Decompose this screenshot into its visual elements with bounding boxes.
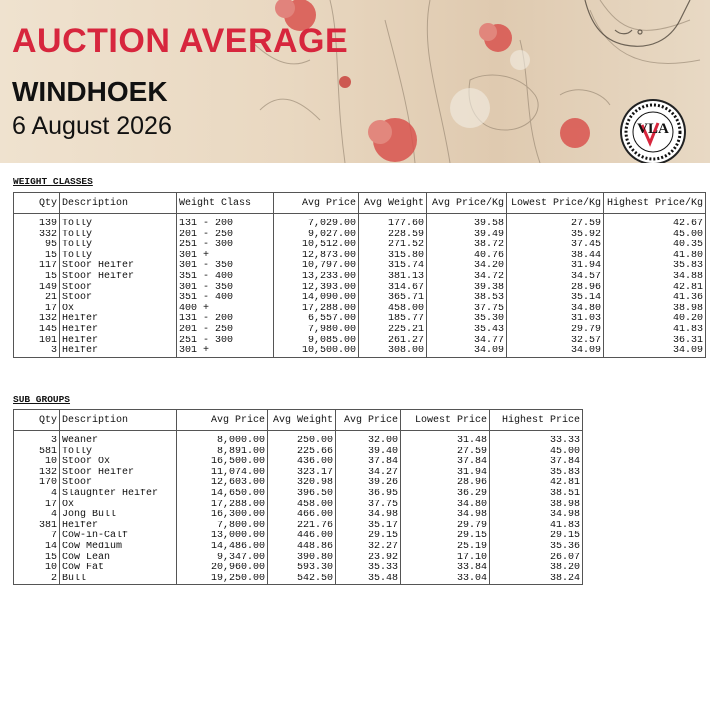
table-row (14, 510, 583, 521)
cell-weight-class: 201 - 250 (177, 230, 274, 241)
cell-avg-weight: 542.50 (268, 574, 336, 585)
cell-avg-weight: 436.00 (268, 457, 336, 468)
cell-avg-price-kg: 40.76 (427, 251, 507, 262)
cell-avg-weight: 323.17 (268, 468, 336, 479)
header-banner (0, 0, 710, 163)
cell-qty: 4 (14, 489, 60, 500)
cell-avg-price-2: 37.84 (336, 457, 401, 468)
col-header-avg-price-kg: Avg Price/Kg (427, 193, 507, 214)
sub-groups-header-row (14, 410, 583, 431)
table-row (14, 251, 706, 262)
cell-avg-price: 13,000.00 (177, 531, 268, 542)
cell-qty: 170 (14, 478, 60, 489)
cell-avg-weight: 593.30 (268, 563, 336, 574)
cell-highest-price-kg: 38.98 (604, 304, 706, 315)
cell-lowest-price-kg: 38.44 (507, 251, 604, 262)
cell-highest-price-kg: 41.36 (604, 293, 706, 304)
cell-description: Slaughter Heifer (60, 489, 177, 500)
cell-avg-price-2: 32.27 (336, 542, 401, 553)
sub-groups-body (14, 431, 583, 585)
cell-avg-weight: 365.71 (359, 293, 427, 304)
cell-avg-price: 17,288.00 (177, 500, 268, 511)
cell-qty: 132 (14, 468, 60, 479)
cell-description: Stoor Heifer (60, 468, 177, 479)
cell-qty: 381 (14, 521, 60, 532)
cell-description: Ox (60, 304, 177, 315)
city-heading: WINDHOEK (12, 76, 168, 107)
cell-qty: 117 (14, 261, 60, 272)
cell-qty: 3 (14, 436, 60, 447)
cell-avg-weight: 250.00 (268, 436, 336, 447)
table-row (14, 219, 706, 230)
cell-avg-price-kg: 34.72 (427, 272, 507, 283)
table-row (14, 553, 583, 564)
weight-classes-table (13, 192, 706, 358)
table-row (14, 542, 583, 553)
cell-avg-price-kg: 34.09 (427, 346, 507, 357)
cell-avg-weight: 458.00 (268, 500, 336, 511)
cell-description: Cow-in-Calf (60, 531, 177, 542)
table-row (14, 283, 706, 294)
table-row (14, 336, 706, 347)
cell-qty: 10 (14, 457, 60, 468)
cell-description: Heifer (60, 521, 177, 532)
table-row (14, 230, 706, 241)
cell-avg-price: 14,090.00 (274, 293, 359, 304)
cell-qty: 7 (14, 531, 60, 542)
cell-avg-weight: 261.27 (359, 336, 427, 347)
cell-avg-price: 9,027.00 (274, 230, 359, 241)
cell-avg-price: 20,960.00 (177, 563, 268, 574)
cell-avg-price-kg: 38.72 (427, 240, 507, 251)
cell-weight-class: 400 + (177, 304, 274, 315)
cell-avg-weight: 315.74 (359, 261, 427, 272)
cell-highest-price: 35.83 (490, 468, 583, 479)
cell-avg-price-2: 37.75 (336, 500, 401, 511)
cell-avg-price: 17,288.00 (274, 304, 359, 315)
cell-highest-price: 37.84 (490, 457, 583, 468)
cell-avg-price: 12,393.00 (274, 283, 359, 294)
cell-highest-price-kg: 40.20 (604, 314, 706, 325)
cell-highest-price-kg: 42.67 (604, 219, 706, 230)
cell-qty: 332 (14, 230, 60, 241)
cell-avg-weight: 390.80 (268, 553, 336, 564)
cell-avg-weight: 185.77 (359, 314, 427, 325)
cell-lowest-price-kg: 32.57 (507, 336, 604, 347)
cell-weight-class: 131 - 200 (177, 219, 274, 230)
cell-avg-price-2: 34.27 (336, 468, 401, 479)
table-row (14, 314, 706, 325)
cell-qty: 101 (14, 336, 60, 347)
cell-highest-price: 26.07 (490, 553, 583, 564)
cell-highest-price: 45.00 (490, 447, 583, 458)
cell-description: Weaner (60, 436, 177, 447)
table-row (14, 325, 706, 336)
cell-qty: 149 (14, 283, 60, 294)
cell-highest-price: 33.33 (490, 436, 583, 447)
cell-lowest-price: 36.29 (401, 489, 490, 500)
table-row (14, 447, 583, 458)
table-row (14, 293, 706, 304)
table-row (14, 531, 583, 542)
cell-lowest-price: 34.98 (401, 510, 490, 521)
cell-lowest-price: 28.96 (401, 478, 490, 489)
cell-qty: 2 (14, 574, 60, 585)
cell-avg-price-kg: 38.53 (427, 293, 507, 304)
sub-groups-title: SUB GROUPS (13, 394, 71, 405)
col-header-qty: Qty (14, 410, 60, 431)
weight-classes-header-row (14, 193, 706, 214)
cell-avg-price-kg: 39.58 (427, 219, 507, 230)
cell-highest-price-kg: 35.83 (604, 261, 706, 272)
cell-description: Cow Fat (60, 563, 177, 574)
cell-qty: 4 (14, 510, 60, 521)
cell-qty: 14 (14, 542, 60, 553)
cell-highest-price-kg: 36.31 (604, 336, 706, 347)
cell-avg-price: 9,347.00 (177, 553, 268, 564)
cell-qty: 10 (14, 563, 60, 574)
cell-description: Heifer (60, 314, 177, 325)
col-header-lowest-price-kg: Lowest Price/Kg (507, 193, 604, 214)
table-row (14, 500, 583, 511)
cell-lowest-price: 27.59 (401, 447, 490, 458)
cell-avg-weight: 221.76 (268, 521, 336, 532)
cell-description: Ox (60, 500, 177, 511)
cell-lowest-price: 33.04 (401, 574, 490, 585)
cell-highest-price-kg: 40.35 (604, 240, 706, 251)
cell-avg-price-2: 35.17 (336, 521, 401, 532)
cell-avg-price: 12,603.00 (177, 478, 268, 489)
cell-weight-class: 251 - 300 (177, 240, 274, 251)
cell-avg-price-2: 23.92 (336, 553, 401, 564)
cell-qty: 15 (14, 251, 60, 262)
cell-lowest-price: 31.48 (401, 436, 490, 447)
cell-avg-price: 8,000.00 (177, 436, 268, 447)
cell-lowest-price-kg: 28.96 (507, 283, 604, 294)
cell-highest-price: 38.51 (490, 489, 583, 500)
cell-lowest-price-kg: 34.80 (507, 304, 604, 315)
cell-highest-price-kg: 45.00 (604, 230, 706, 241)
cell-description: Tolly (60, 447, 177, 458)
logo-text: VLA (637, 121, 669, 137)
cell-avg-price: 10,512.00 (274, 240, 359, 251)
cell-weight-class: 351 - 400 (177, 272, 274, 283)
col-header-highest-price: Highest Price (490, 410, 583, 431)
cell-qty: 3 (14, 346, 60, 357)
cell-qty: 17 (14, 500, 60, 511)
cell-avg-weight: 314.67 (359, 283, 427, 294)
cell-lowest-price-kg: 34.09 (507, 346, 604, 357)
cell-avg-price-kg: 37.75 (427, 304, 507, 315)
cell-avg-price: 10,500.00 (274, 346, 359, 357)
cell-avg-price: 11,074.00 (177, 468, 268, 479)
cell-highest-price: 38.20 (490, 563, 583, 574)
cell-highest-price-kg: 41.83 (604, 325, 706, 336)
table-row (14, 521, 583, 532)
table-row (14, 468, 583, 479)
table-row (14, 304, 706, 315)
cell-avg-weight: 271.52 (359, 240, 427, 251)
cell-highest-price: 41.83 (490, 521, 583, 532)
cell-description: Stoor (60, 478, 177, 489)
cell-weight-class: 201 - 250 (177, 325, 274, 336)
auction-date: 6 August 2026 (12, 112, 172, 140)
cell-avg-price-kg: 34.77 (427, 336, 507, 347)
cell-avg-weight: 320.98 (268, 478, 336, 489)
cell-description: Stoor Ox (60, 457, 177, 468)
col-header-lowest-price: Lowest Price (401, 410, 490, 431)
cell-avg-price: 12,873.00 (274, 251, 359, 262)
cell-avg-price: 6,557.00 (274, 314, 359, 325)
cell-description: Tolly (60, 219, 177, 230)
cell-description: Jong Bull (60, 510, 177, 521)
cell-avg-price: 8,891.00 (177, 447, 268, 458)
cell-qty: 15 (14, 553, 60, 564)
cell-qty: 145 (14, 325, 60, 336)
cell-lowest-price: 34.80 (401, 500, 490, 511)
cell-highest-price-kg: 34.88 (604, 272, 706, 283)
cell-avg-price-2: 32.00 (336, 436, 401, 447)
cell-avg-price: 7,800.00 (177, 521, 268, 532)
cell-description: Tolly (60, 251, 177, 262)
cell-lowest-price-kg: 37.45 (507, 240, 604, 251)
cell-lowest-price-kg: 35.14 (507, 293, 604, 304)
cell-weight-class: 301 + (177, 251, 274, 262)
cell-lowest-price: 17.10 (401, 553, 490, 564)
cell-avg-weight: 225.66 (268, 447, 336, 458)
table-row (14, 489, 583, 500)
cell-qty: 17 (14, 304, 60, 315)
col-header-avg-price: Avg Price (274, 193, 359, 214)
cell-avg-price-kg: 39.38 (427, 283, 507, 294)
cell-lowest-price-kg: 35.92 (507, 230, 604, 241)
cell-avg-weight: 396.50 (268, 489, 336, 500)
cell-highest-price: 38.24 (490, 574, 583, 585)
cell-avg-price-2: 39.40 (336, 447, 401, 458)
cell-weight-class: 301 + (177, 346, 274, 357)
table-row (14, 457, 583, 468)
cell-lowest-price: 29.15 (401, 531, 490, 542)
cell-qty: 581 (14, 447, 60, 458)
col-header-avg-price: Avg Price (177, 410, 268, 431)
cell-description: Cow Lean (60, 553, 177, 564)
cell-avg-price-kg: 34.20 (427, 261, 507, 272)
cell-qty: 15 (14, 272, 60, 283)
cell-description: Cow Medium (60, 542, 177, 553)
cell-lowest-price: 37.84 (401, 457, 490, 468)
cell-description: Heifer (60, 346, 177, 357)
cell-avg-weight: 315.80 (359, 251, 427, 262)
cell-avg-price: 16,500.00 (177, 457, 268, 468)
cell-lowest-price-kg: 29.79 (507, 325, 604, 336)
col-header-avg-weight: Avg Weight (359, 193, 427, 214)
table-row (14, 346, 706, 357)
col-header-avg-weight: Avg Weight (268, 410, 336, 431)
table-row (14, 240, 706, 251)
table-row (14, 272, 706, 283)
cell-qty: 139 (14, 219, 60, 230)
cell-lowest-price: 25.19 (401, 542, 490, 553)
col-header-highest-price-kg: Highest Price/Kg (604, 193, 706, 214)
cell-avg-weight: 446.00 (268, 531, 336, 542)
cell-avg-weight: 381.13 (359, 272, 427, 283)
col-header-weight-class: Weight Class (177, 193, 274, 214)
col-header-avg-price-2: Avg Price (336, 410, 401, 431)
weight-classes-body (14, 214, 706, 358)
cell-qty: 132 (14, 314, 60, 325)
page-title: AUCTION AVERAGE (12, 22, 349, 60)
cell-lowest-price-kg: 34.57 (507, 272, 604, 283)
cell-description: Stoor (60, 283, 177, 294)
cell-avg-price-2: 36.95 (336, 489, 401, 500)
weight-classes-title: WEIGHT CLASSES (13, 176, 93, 187)
cell-avg-price: 14,650.00 (177, 489, 268, 500)
cell-avg-price: 13,233.00 (274, 272, 359, 283)
cell-avg-weight: 225.21 (359, 325, 427, 336)
cell-lowest-price: 33.84 (401, 563, 490, 574)
cell-avg-price-2: 39.26 (336, 478, 401, 489)
col-header-description: Description (60, 193, 177, 214)
col-header-qty: Qty (14, 193, 60, 214)
table-row (14, 478, 583, 489)
cell-avg-price: 7,980.00 (274, 325, 359, 336)
cell-description: Stoor Heifer (60, 261, 177, 272)
cell-avg-price-kg: 39.49 (427, 230, 507, 241)
cell-description: Stoor (60, 293, 177, 304)
cell-weight-class: 131 - 200 (177, 314, 274, 325)
cell-highest-price-kg: 34.09 (604, 346, 706, 357)
cell-lowest-price-kg: 31.94 (507, 261, 604, 272)
cell-avg-price-2: 34.98 (336, 510, 401, 521)
cell-avg-weight: 308.00 (359, 346, 427, 357)
col-header-description: Description (60, 410, 177, 431)
cell-avg-weight: 177.60 (359, 219, 427, 230)
cell-avg-weight: 458.00 (359, 304, 427, 315)
cell-lowest-price-kg: 27.59 (507, 219, 604, 230)
vla-logo (620, 99, 686, 163)
table-row (14, 563, 583, 574)
cell-lowest-price: 31.94 (401, 468, 490, 479)
cell-avg-weight: 448.86 (268, 542, 336, 553)
cell-description: Bull (60, 574, 177, 585)
cell-weight-class: 301 - 350 (177, 283, 274, 294)
sub-groups-table (13, 409, 583, 585)
cell-avg-price: 10,797.00 (274, 261, 359, 272)
cell-avg-price: 9,085.00 (274, 336, 359, 347)
cell-description: Tolly (60, 230, 177, 241)
cell-highest-price: 34.98 (490, 510, 583, 521)
cell-avg-price-2: 29.15 (336, 531, 401, 542)
table-row (14, 261, 706, 272)
cell-lowest-price-kg: 31.03 (507, 314, 604, 325)
cell-description: Tolly (60, 240, 177, 251)
cell-qty: 21 (14, 293, 60, 304)
cell-weight-class: 301 - 350 (177, 261, 274, 272)
cell-highest-price-kg: 42.81 (604, 283, 706, 294)
cell-avg-price: 19,250.00 (177, 574, 268, 585)
cell-description: Heifer (60, 325, 177, 336)
cell-avg-price: 16,300.00 (177, 510, 268, 521)
table-row (14, 574, 583, 585)
cell-highest-price: 42.81 (490, 478, 583, 489)
cell-lowest-price: 29.79 (401, 521, 490, 532)
table-row (14, 436, 583, 447)
cell-avg-weight: 228.59 (359, 230, 427, 241)
cell-weight-class: 251 - 300 (177, 336, 274, 347)
cell-avg-price-2: 35.33 (336, 563, 401, 574)
cell-highest-price: 29.15 (490, 531, 583, 542)
cell-weight-class: 351 - 400 (177, 293, 274, 304)
cell-highest-price: 38.98 (490, 500, 583, 511)
cell-avg-price-2: 35.48 (336, 574, 401, 585)
cell-avg-price: 7,029.00 (274, 219, 359, 230)
cell-description: Stoor Heifer (60, 272, 177, 283)
cell-avg-price-kg: 35.30 (427, 314, 507, 325)
cell-avg-weight: 466.00 (268, 510, 336, 521)
cell-highest-price: 35.36 (490, 542, 583, 553)
cell-qty: 95 (14, 240, 60, 251)
cell-avg-price-kg: 35.43 (427, 325, 507, 336)
cell-avg-price: 14,486.00 (177, 542, 268, 553)
cell-description: Heifer (60, 336, 177, 347)
cell-highest-price-kg: 41.80 (604, 251, 706, 262)
